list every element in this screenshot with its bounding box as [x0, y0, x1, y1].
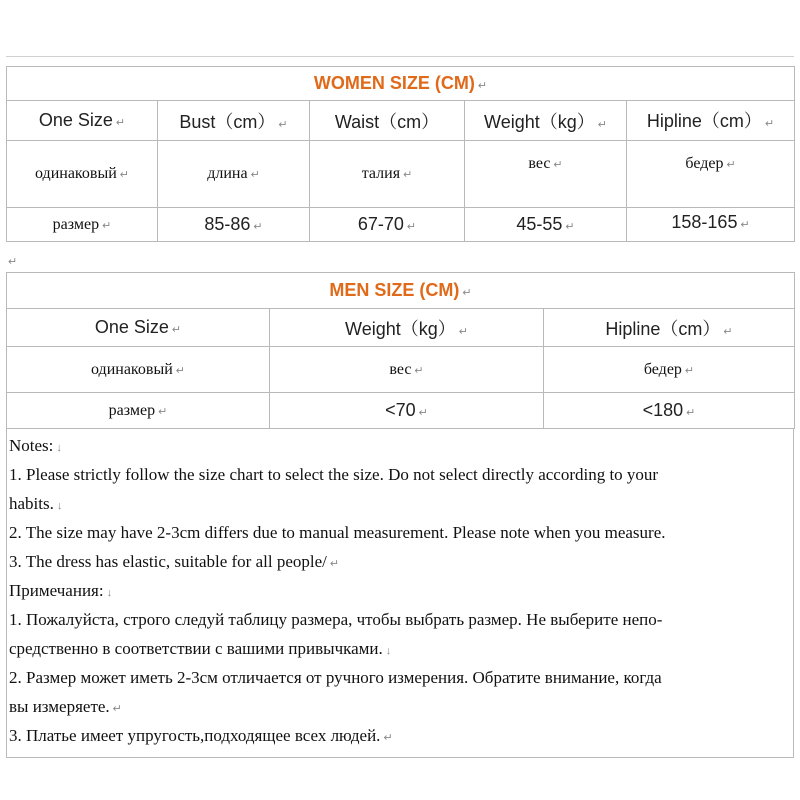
- notes-line: средственно в соответствии с вашими привычками. ↓: [9, 639, 392, 658]
- women-ru-weight: вес ↵: [465, 141, 627, 208]
- notes-section: [6, 428, 794, 758]
- women-value-bust: 85-86 ↵: [158, 208, 310, 242]
- men-ru-one-size: одинаковый ↵: [7, 347, 270, 393]
- women-size-table: [6, 66, 795, 242]
- notes-line: 3. The dress has elastic, suitable for all people/ ↵: [9, 552, 340, 571]
- women-header-weight: Weight（kg） ↵: [465, 101, 627, 141]
- women-table-title: WOMEN SIZE (CM): [313, 73, 475, 93]
- paragraph-mark-icon: ↵: [278, 118, 288, 131]
- men-table-title: MEN SIZE (CM): [329, 280, 460, 300]
- women-value-waist: 67-70 ↵: [310, 208, 465, 242]
- paragraph-mark-icon: ↵: [684, 364, 695, 377]
- men-header-one-size: One Size ↵: [7, 309, 270, 347]
- men-ru-hipline: бедер ↵: [544, 347, 795, 393]
- line-break-mark-icon: ↓: [385, 645, 392, 657]
- paragraph-mark-icon: ↵: [723, 326, 733, 338]
- notes-line: 3. Платье имеет упругость,подходящее всех людей. ↵: [9, 726, 393, 745]
- paragraph-mark-icon: ↵: [403, 169, 413, 181]
- paragraph-mark-icon: ↵: [726, 159, 736, 171]
- men-value-hipline: <180 ↵: [544, 393, 795, 429]
- women-ru-one-size: одинаковый ↵: [7, 141, 158, 208]
- line-break-mark-icon: ↓: [56, 500, 63, 512]
- notes-line: вы измеряете. ↵: [9, 697, 122, 716]
- paragraph-mark-icon: ↵: [171, 324, 182, 336]
- paragraph-mark-icon: ↵: [458, 325, 468, 338]
- men-title-cell: [7, 273, 795, 309]
- notes-line: 2. The size may have 2-3cm differs due to manual measurement. Please note when you measure.: [9, 523, 666, 542]
- paragraph-mark-icon: ↵: [102, 219, 112, 232]
- paragraph-mark-icon: ↵: [406, 221, 417, 233]
- notes-line: habits. ↓: [9, 494, 63, 513]
- women-ru-hipline: бедер ↵: [627, 141, 795, 208]
- paragraph-mark-icon: ↵: [175, 364, 185, 377]
- notes-line: 1. Пожалуйста, строго следуй таблицу размера, чтобы выбрать размер. Не выберите непо-: [9, 610, 663, 629]
- notes-heading-ru: Примечания: ↓: [9, 581, 113, 600]
- paragraph-mark-icon: ↵: [553, 159, 563, 171]
- women-title-cell: [7, 67, 795, 101]
- paragraph-mark-icon: ↵: [383, 732, 393, 744]
- paragraph-mark-icon: ↵: [686, 407, 696, 419]
- women-header-one-size: One Size ↵: [7, 101, 158, 141]
- women-header-hipline: Hipline（cm） ↵: [627, 101, 795, 141]
- women-row-label: размер ↵: [7, 208, 158, 242]
- women-header-waist: Waist（cm）: [310, 101, 465, 141]
- paragraph-mark-icon: ↵: [477, 80, 488, 92]
- paragraph-mark-icon: ↵: [112, 703, 122, 715]
- paragraph-mark-icon: ↵: [158, 405, 168, 418]
- men-header-hipline: Hipline（cm） ↵: [544, 309, 795, 347]
- paragraph-mark-icon: ↵: [250, 169, 260, 181]
- men-header-weight: Weight（kg） ↵: [270, 309, 544, 347]
- paragraph-mark-icon: ↵: [8, 256, 18, 268]
- men-ru-weight: вес ↵: [270, 347, 544, 393]
- women-value-hipline: 158-165 ↵: [627, 208, 795, 242]
- top-rule: [6, 56, 794, 57]
- paragraph-mark-icon: ↵: [764, 118, 775, 130]
- women-ru-bust: длина ↵: [158, 141, 310, 208]
- men-value-weight: <70 ↵: [270, 393, 544, 429]
- paragraph-mark-icon: ↵: [740, 219, 750, 231]
- women-ru-waist: талия ↵: [310, 141, 465, 208]
- paragraph-mark-icon: ↵: [565, 221, 575, 233]
- women-header-bust: Bust（cm） ↵: [158, 101, 310, 141]
- notes-heading: Notes: ↓: [9, 436, 62, 455]
- paragraph-mark-icon: ↵: [597, 118, 607, 131]
- paragraph-mark-icon: ↵: [418, 407, 428, 419]
- men-row-label: размер ↵: [7, 393, 270, 429]
- women-value-weight: 45-55 ↵: [465, 208, 627, 242]
- line-break-mark-icon: ↓: [106, 587, 113, 599]
- paragraph-mark-icon: ↵: [462, 287, 472, 299]
- paragraph-mark-icon: ↵: [253, 221, 263, 233]
- notes-line: 2. Размер может иметь 2-3см отличается от ручного измерения. Обратите внимание, когда: [9, 668, 662, 687]
- men-size-table: [6, 272, 795, 429]
- paragraph-mark-icon: ↵: [119, 169, 129, 181]
- paragraph-mark-icon: ↵: [414, 364, 424, 377]
- notes-line: 1. Please strictly follow the size chart to select the size. Do not select directly according to your: [9, 465, 659, 484]
- paragraph-mark-icon: ↵: [329, 558, 340, 570]
- line-break-mark-icon: ↓: [56, 442, 62, 454]
- paragraph-mark-icon: ↵: [115, 117, 126, 129]
